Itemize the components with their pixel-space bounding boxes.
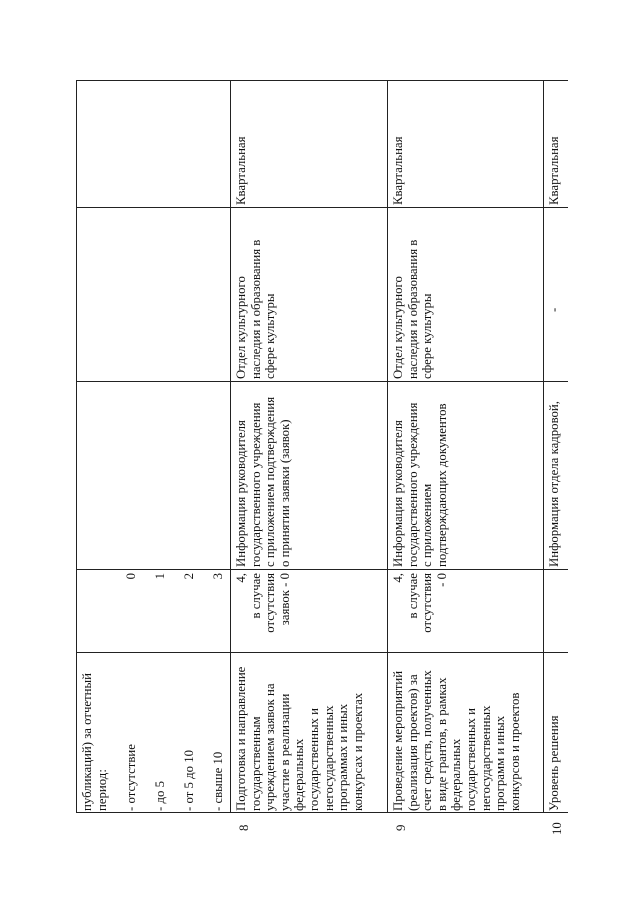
- column-divider: [76, 207, 568, 208]
- row-number: 10: [550, 822, 564, 835]
- indicator-cell: Проведение мероприятий (реализация проектов) за счет средств, полученных в виде грантов, в рамках федеральных государственных и негосударственных программ и иных конкурсов и проектов: [391, 670, 522, 811]
- column-divider: [76, 569, 568, 570]
- indicator-cell: Подготовка и направление государственным учреждением заявок на участие в реализации федеральных государственных и негосударственных программах и иных конкурсах и проектах: [234, 666, 365, 811]
- responsible-cell: Отдел культурного наследия и образования в сфере культуры: [391, 239, 435, 379]
- row-number: 8: [237, 824, 251, 831]
- indicator-cell: Уровень решения: [547, 715, 561, 811]
- indicator-cell: публикаций) за отчетный период: - отсутствие - до 5 - от 5 до 10 - свыше 10: [80, 673, 226, 811]
- frequency-cell: Квартальная: [234, 136, 248, 205]
- source-cell: Информация отдела кадровой,: [547, 401, 561, 567]
- column-divider: [76, 381, 568, 382]
- row-divider: [543, 81, 544, 813]
- responsible-cell: Отдел культурного наследия и образования в сфере культуры: [234, 239, 278, 379]
- score-cell: 4, в случае отсутствия - 0: [391, 573, 449, 633]
- responsible-cell: -: [547, 307, 561, 312]
- column-divider: [76, 812, 568, 813]
- table-border: [76, 80, 568, 81]
- frequency-cell: Квартальная: [391, 136, 405, 205]
- score-cell: 0 1 2 3: [123, 573, 226, 580]
- score-cell: 4, в случае отсутствия заявок - 0: [234, 573, 292, 633]
- row-divider: [387, 81, 388, 813]
- row-number: 9: [394, 824, 408, 831]
- source-cell: Информация руководителя государственного учреждения с приложением подтверждения о принятии заявки (заявок): [234, 396, 292, 567]
- table-border: [76, 81, 77, 813]
- row-divider: [230, 81, 231, 813]
- frequency-cell: Квартальная: [547, 136, 561, 205]
- source-cell: Информация руководителя государственного учреждения с приложением подтверждающих документов: [391, 402, 449, 567]
- column-divider: [76, 652, 568, 653]
